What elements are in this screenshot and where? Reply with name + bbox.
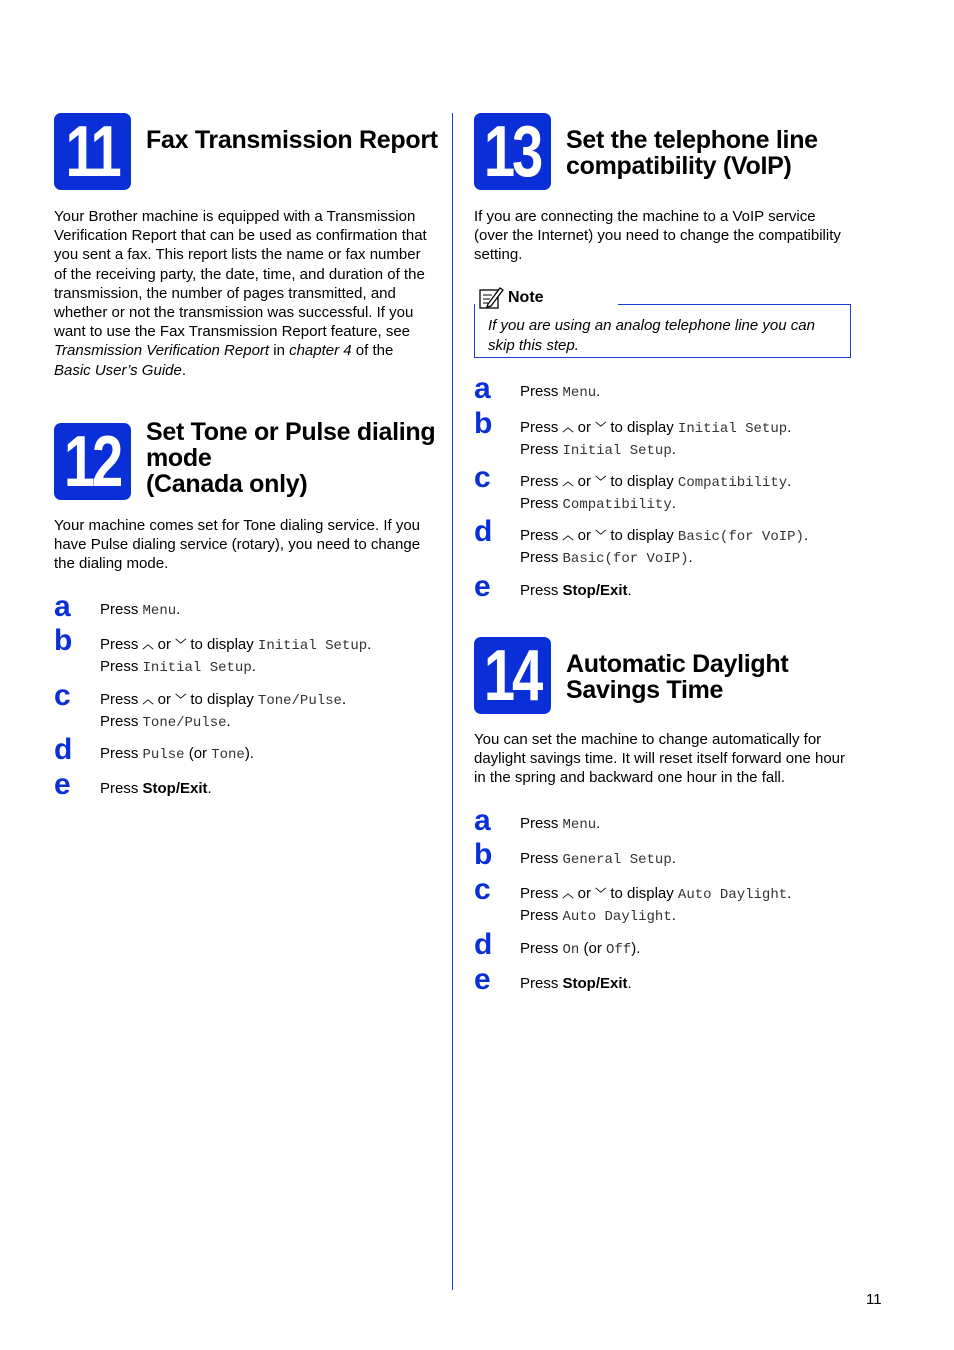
step-d-text: Press Pulse (or Tone). <box>100 745 254 763</box>
section-body-12: Your machine comes set for Tone dialing service. If you have Pulse dialing service (rotary), you need to change the dialing mode. <box>54 517 421 573</box>
section-body-14: You can set the machine to change automatically for daylight savings time. It will reset itself forward one hour in the spring and backward one hour in the fall. <box>474 731 845 787</box>
step-e-text: Press Stop/Exit. <box>520 975 632 992</box>
step-b-text: Press ︿ or ﹀ to display Initial Setup. Press Initial Setup. <box>520 419 792 459</box>
chevron-down-icon: ﹀ <box>595 422 607 434</box>
chevron-up-icon: ︿ <box>562 530 574 542</box>
step-letter-c: c <box>54 679 71 712</box>
step-letter-a: a <box>474 372 491 405</box>
note-heading: Note <box>478 286 544 310</box>
step-number-badge-11: 11 <box>54 113 131 190</box>
step-letter-e: e <box>54 768 71 801</box>
step-b-text: Press ︿ or ﹀ to display Initial Setup. Press Initial Setup. <box>100 636 372 676</box>
step-d-text: Press ︿ or ﹀ to display Basic(for VoIP). Press Basic(for VoIP). <box>520 527 809 567</box>
step-a-text: Press Menu. <box>100 601 181 619</box>
section-title-13: Set the telephone line compatibility (VoIP) <box>566 126 818 180</box>
step-a-text: Press Menu. <box>520 815 601 833</box>
section-body-11: Your Brother machine is equipped with a Transmission Verification Report that can be used as confirmation that you sent a fax. This report lists the name or fax number of the receiving party, the date, time, and duration of the transmission, the number of pages transmitted, and whether or not the transmission was successful. If you want to use the Fax Transmission Report feature, see Transmission Verification Report in chapter 4 of the Basic User’s Guide. <box>54 208 427 379</box>
step-d-text: Press On (or Off). <box>520 940 641 958</box>
section-title-11: Fax Transmission Report <box>146 126 438 154</box>
step-number-badge-12: 12 <box>54 423 131 500</box>
step-letter-d: d <box>474 928 493 961</box>
chevron-up-icon: ︿ <box>562 888 574 900</box>
chevron-down-icon: ﹀ <box>595 476 607 488</box>
section-title-12: Set Tone or Pulse dialing mode (Canada only) <box>146 418 436 498</box>
step-e-text: Press Stop/Exit. <box>100 780 212 797</box>
note-pencil-icon <box>478 286 504 310</box>
step-letter-b: b <box>474 838 493 871</box>
chevron-down-icon: ﹀ <box>175 694 187 706</box>
step-letter-b: b <box>474 407 493 440</box>
section-body-13: If you are connecting the machine to a VoIP service (over the Internet) you need to change the compatibility setting. <box>474 208 841 264</box>
chevron-up-icon: ︿ <box>142 639 154 651</box>
column-divider <box>452 113 453 1290</box>
step-letter-c: c <box>474 461 491 494</box>
chevron-down-icon: ﹀ <box>595 888 607 900</box>
step-e-text: Press Stop/Exit. <box>520 582 632 599</box>
chevron-up-icon: ︿ <box>142 694 154 706</box>
step-number-badge-14: 14 <box>474 637 551 714</box>
page-number: 11 <box>866 1291 882 1308</box>
chevron-up-icon: ︿ <box>562 422 574 434</box>
step-letter-a: a <box>54 590 71 623</box>
step-letter-d: d <box>474 515 493 548</box>
chevron-down-icon: ﹀ <box>595 530 607 542</box>
note-text: If you are using an analog telephone line you can skip this step. <box>488 317 815 354</box>
step-letter-a: a <box>474 804 491 837</box>
step-number-badge-13: 13 <box>474 113 551 190</box>
step-c-text: Press ︿ or ﹀ to display Auto Daylight. Press Auto Daylight. <box>520 885 792 925</box>
step-a-text: Press Menu. <box>520 383 601 401</box>
step-c-text: Press ︿ or ﹀ to display Tone/Pulse. Press Tone/Pulse. <box>100 691 347 731</box>
step-letter-e: e <box>474 570 491 603</box>
chevron-down-icon: ﹀ <box>175 639 187 651</box>
step-letter-e: e <box>474 963 491 996</box>
step-letter-d: d <box>54 733 73 766</box>
chevron-up-icon: ︿ <box>562 476 574 488</box>
section-title-14: Automatic Daylight Savings Time <box>566 650 789 704</box>
step-c-text: Press ︿ or ﹀ to display Compatibility. Press Compatibility. <box>520 473 792 513</box>
step-b-text: Press General Setup. <box>520 850 676 868</box>
step-letter-b: b <box>54 624 73 657</box>
step-letter-c: c <box>474 873 491 906</box>
